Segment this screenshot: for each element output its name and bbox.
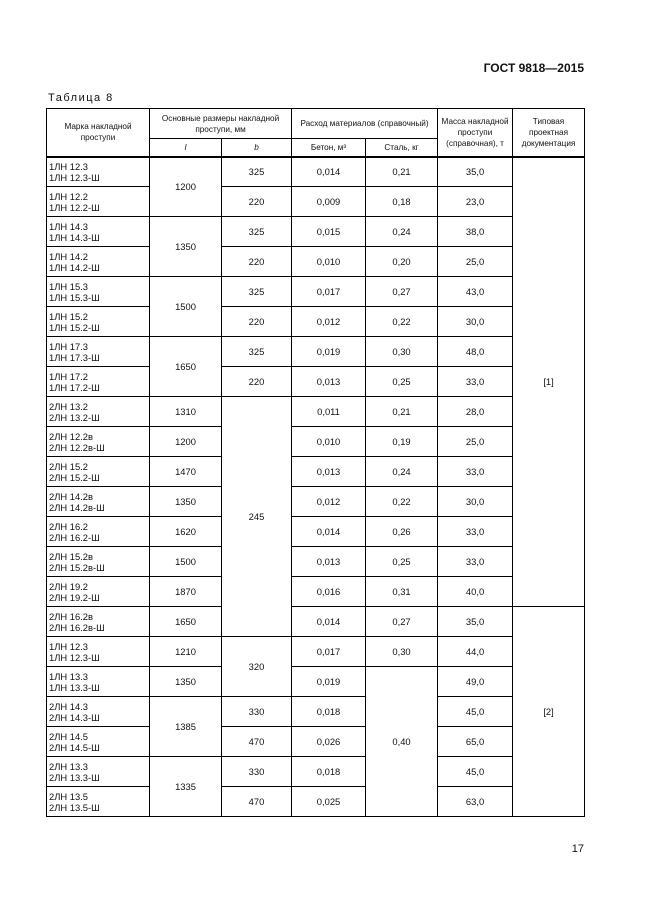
table-row [47, 757, 585, 787]
table-row [47, 697, 585, 727]
table-caption: Таблица 8 [48, 92, 114, 104]
b-cell: 325 [222, 217, 292, 247]
mark-cell: 1ЛН 17.2 1ЛН 17.2-Ш [47, 367, 150, 397]
header-dims: Основные размеры накладной проступи, мм [150, 109, 292, 139]
mass-cell: 33,0 [438, 517, 513, 547]
mass-cell: 38,0 [438, 217, 513, 247]
table-row [47, 337, 585, 367]
mass-cell: 44,0 [438, 637, 513, 667]
l-cell: 1350 [150, 217, 222, 277]
mark-cell: 1ЛН 15.2 1ЛН 15.2-Ш [47, 307, 150, 337]
concrete-cell: 0,010 [292, 427, 366, 457]
mark-cell: 1ЛН 14.2 1ЛН 14.2-Ш [47, 247, 150, 277]
table-row [47, 397, 585, 427]
header-b: b [222, 139, 292, 157]
header-concrete: Бетон, м³ [292, 139, 366, 157]
mass-cell: 25,0 [438, 247, 513, 277]
concrete-cell: 0,011 [292, 397, 366, 427]
mass-cell: 33,0 [438, 457, 513, 487]
mass-cell: 65,0 [438, 727, 513, 757]
concrete-cell: 0,012 [292, 307, 366, 337]
mass-cell: 63,0 [438, 787, 513, 817]
page-number: 17 [571, 843, 584, 855]
concrete-cell: 0,014 [292, 607, 366, 637]
l-cell: 1385 [150, 697, 222, 757]
concrete-cell: 0,018 [292, 697, 366, 727]
table-row [47, 637, 585, 667]
table-row [47, 517, 585, 547]
mass-cell: 28,0 [438, 397, 513, 427]
table-row [47, 217, 585, 247]
concrete-cell: 0,014 [292, 517, 366, 547]
b-cell: 245 [222, 397, 292, 637]
table-row [47, 607, 585, 637]
steel-cell: 0,24 [366, 217, 438, 247]
mark-cell: 2ЛН 15.2 2ЛН 15.2-Ш [47, 457, 150, 487]
l-cell: 1500 [150, 547, 222, 577]
table-row [47, 247, 585, 277]
concrete-cell: 0,009 [292, 187, 366, 217]
doc-ref-cell: [1] [513, 157, 585, 607]
steel-cell: 0,22 [366, 307, 438, 337]
mark-cell: 1ЛН 12.3 1ЛН 12.3-Ш [47, 637, 150, 667]
l-cell: 1350 [150, 487, 222, 517]
l-cell: 1620 [150, 517, 222, 547]
mark-cell: 2ЛН 16.2в 2ЛН 16.2в-Ш [47, 607, 150, 637]
mark-cell: 2ЛН 14.3 2ЛН 14.3-Ш [47, 697, 150, 727]
steel-cell: 0,22 [366, 487, 438, 517]
table-row [47, 547, 585, 577]
b-cell: 220 [222, 187, 292, 217]
b-cell: 220 [222, 367, 292, 397]
steel-cell: 0,20 [366, 247, 438, 277]
steel-cell: 0,30 [366, 337, 438, 367]
mark-cell: 2ЛН 13.5 2ЛН 13.5-Ш [47, 787, 150, 817]
concrete-cell: 0,010 [292, 247, 366, 277]
concrete-cell: 0,017 [292, 277, 366, 307]
steel-cell: 0,25 [366, 367, 438, 397]
steel-cell: 0,21 [366, 157, 438, 187]
mark-cell: 2ЛН 13.2 2ЛН 13.2-Ш [47, 397, 150, 427]
materials-table [46, 108, 585, 817]
b-cell: 220 [222, 247, 292, 277]
b-cell: 470 [222, 787, 292, 817]
concrete-cell: 0,026 [292, 727, 366, 757]
mark-cell: 1ЛН 12.3 1ЛН 12.3-Ш [47, 157, 150, 187]
mark-cell: 1ЛН 13.3 1ЛН 13.3-Ш [47, 667, 150, 697]
mass-cell: 35,0 [438, 157, 513, 187]
table-row [47, 277, 585, 307]
mass-cell: 45,0 [438, 757, 513, 787]
mass-cell: 33,0 [438, 367, 513, 397]
b-cell: 325 [222, 277, 292, 307]
mass-cell: 49,0 [438, 667, 513, 697]
header-mass: Масса накладной проступи (справочная), т [438, 109, 513, 157]
mark-cell: 2ЛН 12.2в 2ЛН 12.2в-Ш [47, 427, 150, 457]
l-cell: 1470 [150, 457, 222, 487]
steel-cell: 0,27 [366, 277, 438, 307]
header-mark: Марка накладной проступи [47, 109, 150, 157]
header-doc: Типовая проектная документация [513, 109, 585, 157]
mass-cell: 45,0 [438, 697, 513, 727]
steel-cell: 0,18 [366, 187, 438, 217]
l-cell: 1500 [150, 277, 222, 337]
l-cell: 1650 [150, 337, 222, 397]
l-cell: 1200 [150, 157, 222, 217]
steel-cell: 0,27 [366, 607, 438, 637]
b-cell: 470 [222, 727, 292, 757]
header-material: Расход материалов (справочный) [292, 109, 438, 139]
l-cell: 1650 [150, 607, 222, 637]
table-row [47, 667, 585, 697]
l-cell: 1310 [150, 397, 222, 427]
mass-cell: 43,0 [438, 277, 513, 307]
mass-cell: 35,0 [438, 607, 513, 637]
table-row [47, 787, 585, 817]
table-row [47, 457, 585, 487]
table-row [47, 157, 585, 187]
mass-cell: 30,0 [438, 307, 513, 337]
mass-cell: 48,0 [438, 337, 513, 367]
header-l: l [150, 139, 222, 157]
concrete-cell: 0,019 [292, 667, 366, 697]
concrete-cell: 0,012 [292, 487, 366, 517]
table-row [47, 367, 585, 397]
mass-cell: 40,0 [438, 577, 513, 607]
b-cell: 320 [222, 637, 292, 697]
b-cell: 220 [222, 307, 292, 337]
table-row [47, 187, 585, 217]
steel-cell: 0,26 [366, 517, 438, 547]
b-cell: 330 [222, 697, 292, 727]
mark-cell: 1ЛН 17.3 1ЛН 17.3-Ш [47, 337, 150, 367]
table-row [47, 487, 585, 517]
mark-cell: 2ЛН 15.2в 2ЛН 15.2в-Ш [47, 547, 150, 577]
mark-cell: 1ЛН 14.3 1ЛН 14.3-Ш [47, 217, 150, 247]
table-row [47, 577, 585, 607]
mark-cell: 2ЛН 19.2 2ЛН 19.2-Ш [47, 577, 150, 607]
l-cell: 1200 [150, 427, 222, 457]
steel-cell: 0,25 [366, 547, 438, 577]
b-cell: 330 [222, 757, 292, 787]
concrete-cell: 0,019 [292, 337, 366, 367]
steel-cell: 0,24 [366, 457, 438, 487]
mass-cell: 25,0 [438, 427, 513, 457]
doc-ref-cell: [2] [513, 607, 585, 817]
b-cell: 325 [222, 337, 292, 367]
l-cell: 1870 [150, 577, 222, 607]
steel-cell: 0,30 [366, 637, 438, 667]
mark-cell: 2ЛН 16.2 2ЛН 16.2-Ш [47, 517, 150, 547]
mass-cell: 23,0 [438, 187, 513, 217]
steel-cell: 0,21 [366, 397, 438, 427]
mark-cell: 1ЛН 12.2 1ЛН 12.2-Ш [47, 187, 150, 217]
steel-cell: 0,31 [366, 577, 438, 607]
mark-cell: 2ЛН 13.3 2ЛН 13.3-Ш [47, 757, 150, 787]
table-row [47, 427, 585, 457]
concrete-cell: 0,016 [292, 577, 366, 607]
b-cell: 325 [222, 157, 292, 187]
concrete-cell: 0,013 [292, 457, 366, 487]
mark-cell: 2ЛН 14.5 2ЛН 14.5-Ш [47, 727, 150, 757]
mass-cell: 30,0 [438, 487, 513, 517]
l-cell: 1335 [150, 757, 222, 817]
mark-cell: 1ЛН 15.3 1ЛН 15.3-Ш [47, 277, 150, 307]
mass-cell: 33,0 [438, 547, 513, 577]
header-steel: Сталь, кг [366, 139, 438, 157]
concrete-cell: 0,018 [292, 757, 366, 787]
concrete-cell: 0,013 [292, 367, 366, 397]
l-cell: 1210 [150, 637, 222, 667]
standard-code: ГОСТ 9818—2015 [483, 61, 584, 75]
concrete-cell: 0,014 [292, 157, 366, 187]
steel-cell: 0,40 [366, 667, 438, 817]
l-cell: 1350 [150, 667, 222, 697]
concrete-cell: 0,017 [292, 637, 366, 667]
table-row [47, 307, 585, 337]
concrete-cell: 0,015 [292, 217, 366, 247]
steel-cell: 0,19 [366, 427, 438, 457]
table-row [47, 727, 585, 757]
concrete-cell: 0,025 [292, 787, 366, 817]
mark-cell: 2ЛН 14.2в 2ЛН 14.2в-Ш [47, 487, 150, 517]
concrete-cell: 0,013 [292, 547, 366, 577]
